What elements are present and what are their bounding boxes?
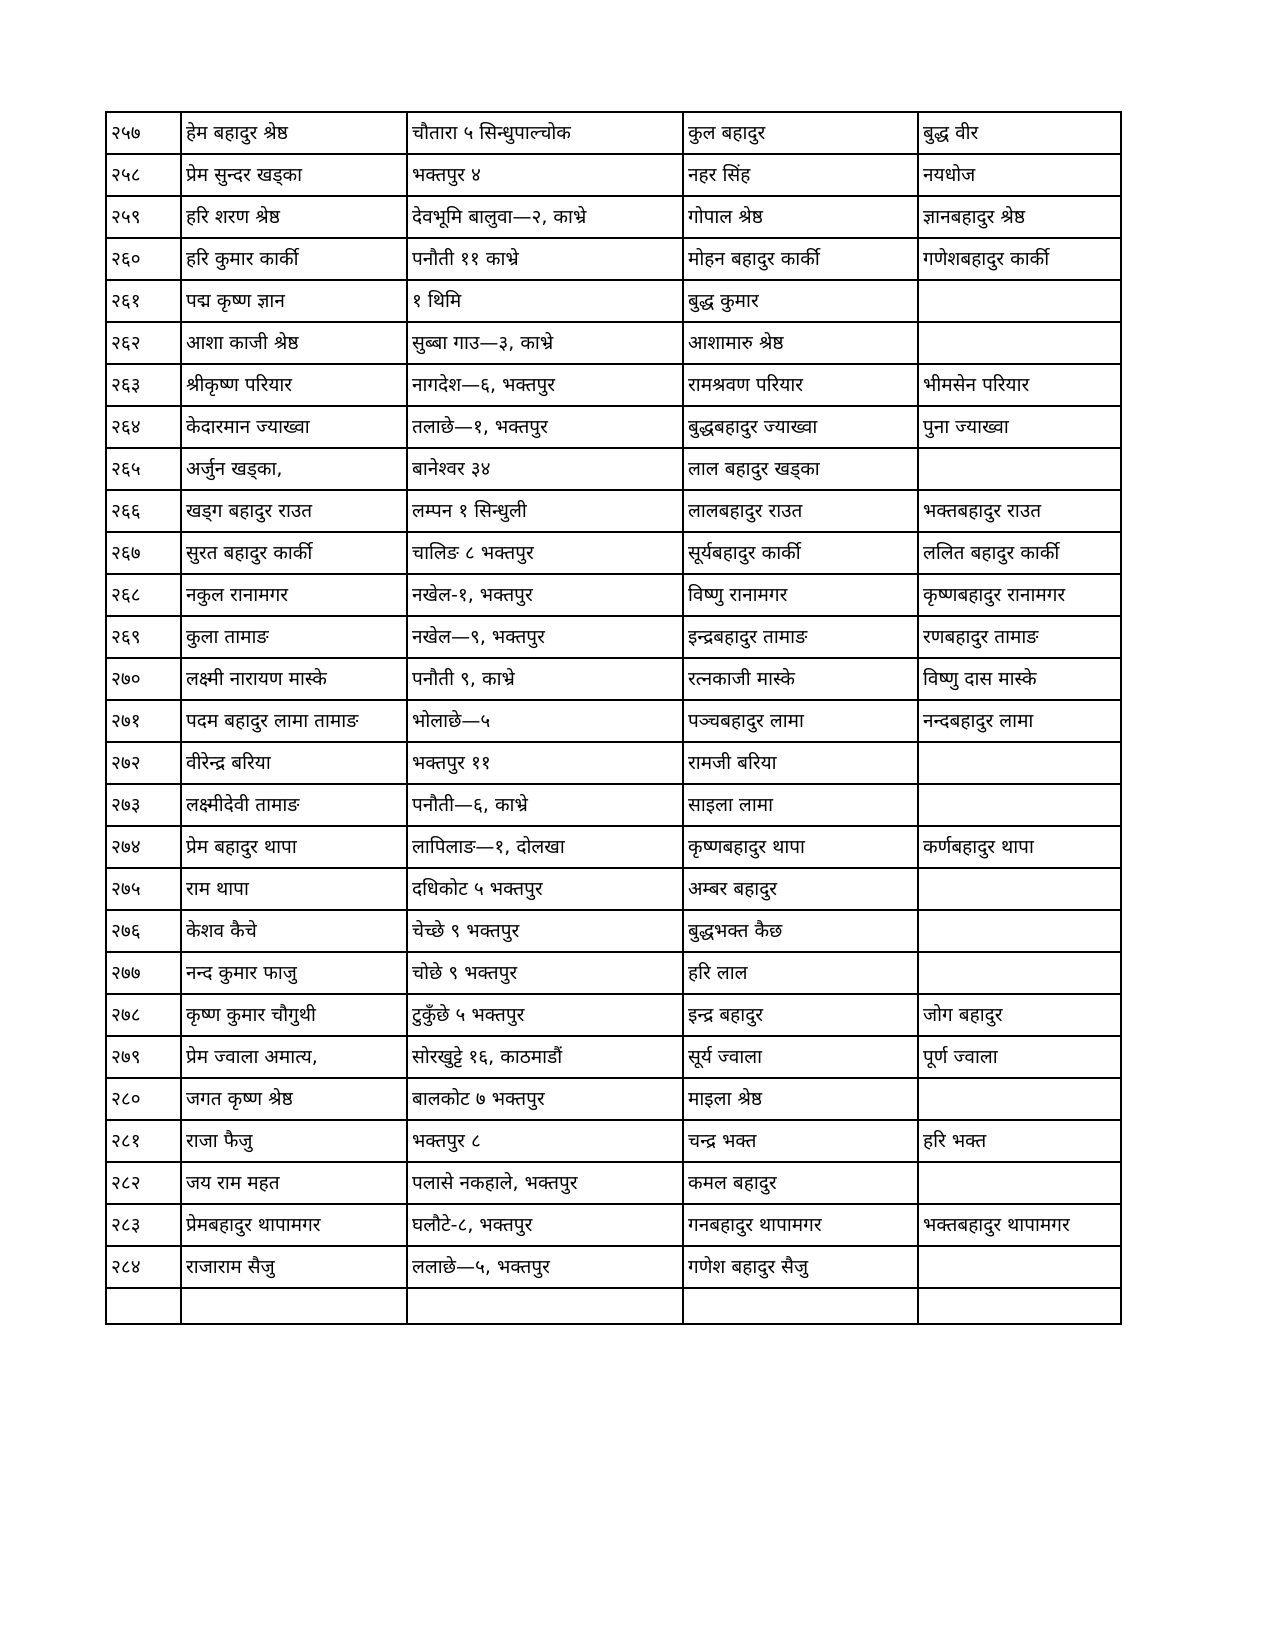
address-cell: नखेल—९, भक्तपुर	[407, 616, 683, 658]
table-row	[106, 1036, 1121, 1078]
father-name-cell: कुल बहादुर	[683, 112, 918, 154]
address-cell: पनौती ११ काभ्रे	[407, 238, 683, 280]
grandfather-name-cell	[918, 952, 1121, 994]
grandfather-name-cell	[918, 322, 1121, 364]
address-cell: घलौटे-८, भक्तपुर	[407, 1204, 683, 1246]
empty-cell	[181, 1288, 407, 1324]
grandfather-name-cell: बुद्ध वीर	[918, 112, 1121, 154]
serial-number-cell: २६९	[106, 616, 181, 658]
table-row	[106, 1204, 1121, 1246]
grandfather-name-cell: ललित बहादुर कार्की	[918, 532, 1121, 574]
serial-number-cell: २५७	[106, 112, 181, 154]
name-cell: नन्द कुमार फाजु	[181, 952, 407, 994]
table-row	[106, 700, 1121, 742]
serial-number-cell: २८१	[106, 1120, 181, 1162]
grandfather-name-cell: गणेशबहादुर कार्की	[918, 238, 1121, 280]
grandfather-name-cell: पूर्ण ज्वाला	[918, 1036, 1121, 1078]
name-cell: केशव कैचे	[181, 910, 407, 952]
address-cell: टुकुँछे ५ भक्तपुर	[407, 994, 683, 1036]
father-name-cell: कृष्णबहादुर थापा	[683, 826, 918, 868]
address-cell: १ थिमि	[407, 280, 683, 322]
serial-number-cell: २५९	[106, 196, 181, 238]
name-cell: प्रेम बहादुर थापा	[181, 826, 407, 868]
grandfather-name-cell: ज्ञानबहादुर श्रेष्ठ	[918, 196, 1121, 238]
serial-number-cell: २७२	[106, 742, 181, 784]
father-name-cell: इन्द्रबहादुर तामाङ	[683, 616, 918, 658]
table-row	[106, 154, 1121, 196]
father-name-cell: सूर्य ज्वाला	[683, 1036, 918, 1078]
address-cell: चेच्छे ९ भक्तपुर	[407, 910, 683, 952]
grandfather-name-cell	[918, 1162, 1121, 1204]
table-row	[106, 574, 1121, 616]
name-cell: श्रीकृष्ण परियार	[181, 364, 407, 406]
address-cell: लम्पन १ सिन्धुली	[407, 490, 683, 532]
father-name-cell: रामश्रवण परियार	[683, 364, 918, 406]
address-cell: तलाछे—१, भक्तपुर	[407, 406, 683, 448]
grandfather-name-cell: पुना ज्याख्वा	[918, 406, 1121, 448]
name-cell: हेम बहादुर श्रेष्ठ	[181, 112, 407, 154]
table-row	[106, 910, 1121, 952]
table-row	[106, 1120, 1121, 1162]
table-row	[106, 238, 1121, 280]
father-name-cell: कमल बहादुर	[683, 1162, 918, 1204]
father-name-cell: इन्द्र बहादुर	[683, 994, 918, 1036]
name-cell: जगत कृष्ण श्रेष्ठ	[181, 1078, 407, 1120]
table-row	[106, 322, 1121, 364]
grandfather-name-cell	[918, 910, 1121, 952]
father-name-cell: नहर सिंह	[683, 154, 918, 196]
father-name-cell: हरि लाल	[683, 952, 918, 994]
serial-number-cell: २६३	[106, 364, 181, 406]
father-name-cell: विष्णु रानामगर	[683, 574, 918, 616]
serial-number-cell: २७७	[106, 952, 181, 994]
table-row	[106, 826, 1121, 868]
serial-number-cell: २७४	[106, 826, 181, 868]
serial-number-cell: २८२	[106, 1162, 181, 1204]
grandfather-name-cell: कर्णबहादुर थापा	[918, 826, 1121, 868]
grandfather-name-cell: कृष्णबहादुर रानामगर	[918, 574, 1121, 616]
serial-number-cell: २७५	[106, 868, 181, 910]
grandfather-name-cell	[918, 1078, 1121, 1120]
table-row	[106, 490, 1121, 532]
serial-number-cell: २८३	[106, 1204, 181, 1246]
address-cell: चोछे ९ भक्तपुर	[407, 952, 683, 994]
name-cell: राजा फैजु	[181, 1120, 407, 1162]
serial-number-cell: २६६	[106, 490, 181, 532]
father-name-cell: रत्नकाजी मास्के	[683, 658, 918, 700]
empty-table-row	[106, 1288, 1121, 1324]
address-cell: सोरखुट्टे १६, काठमाडौं	[407, 1036, 683, 1078]
grandfather-name-cell	[918, 448, 1121, 490]
table-row	[106, 196, 1121, 238]
grandfather-name-cell: जोग बहादुर	[918, 994, 1121, 1036]
table-row	[106, 868, 1121, 910]
serial-number-cell: २७६	[106, 910, 181, 952]
grandfather-name-cell	[918, 868, 1121, 910]
address-cell: लापिलाङ—१, दोलखा	[407, 826, 683, 868]
father-name-cell: अम्बर बहादुर	[683, 868, 918, 910]
father-name-cell: साइला लामा	[683, 784, 918, 826]
grandfather-name-cell: नन्दबहादुर लामा	[918, 700, 1121, 742]
address-cell: दधिकोट ५ भक्तपुर	[407, 868, 683, 910]
grandfather-name-cell	[918, 280, 1121, 322]
father-name-cell: गणेश बहादुर सैजु	[683, 1246, 918, 1288]
serial-number-cell: २६७	[106, 532, 181, 574]
table-row	[106, 742, 1121, 784]
table-row	[106, 1246, 1121, 1288]
table-row	[106, 1078, 1121, 1120]
serial-number-cell: २६०	[106, 238, 181, 280]
name-cell: सुरत बहादुर कार्की	[181, 532, 407, 574]
empty-cell	[683, 1288, 918, 1324]
name-cell: अर्जुन खड्का,	[181, 448, 407, 490]
father-name-cell: चन्द्र भक्त	[683, 1120, 918, 1162]
name-cell: हरि कुमार कार्की	[181, 238, 407, 280]
empty-cell	[918, 1288, 1121, 1324]
serial-number-cell: २८४	[106, 1246, 181, 1288]
address-cell: नागदेश—६, भक्तपुर	[407, 364, 683, 406]
father-name-cell: सूर्यबहादुर कार्की	[683, 532, 918, 574]
serial-number-cell: २६१	[106, 280, 181, 322]
name-cell: प्रेम ज्वाला अमात्य,	[181, 1036, 407, 1078]
address-cell: पनौती—६, काभ्रे	[407, 784, 683, 826]
name-cell: हरि शरण श्रेष्ठ	[181, 196, 407, 238]
name-cell: राम थापा	[181, 868, 407, 910]
serial-number-cell: २६४	[106, 406, 181, 448]
grandfather-name-cell	[918, 784, 1121, 826]
address-cell: नखेल-१, भक्तपुर	[407, 574, 683, 616]
address-cell: बानेश्वर ३४	[407, 448, 683, 490]
table-row	[106, 280, 1121, 322]
address-cell: ललाछे—५, भक्तपुर	[407, 1246, 683, 1288]
table-row	[106, 952, 1121, 994]
grandfather-name-cell: विष्णु दास मास्के	[918, 658, 1121, 700]
table-row	[106, 112, 1121, 154]
name-cell: केदारमान ज्याख्वा	[181, 406, 407, 448]
address-cell: बालकोट ७ भक्तपुर	[407, 1078, 683, 1120]
name-cell: खड्ग बहादुर राउत	[181, 490, 407, 532]
grandfather-name-cell	[918, 1246, 1121, 1288]
table-row	[106, 1162, 1121, 1204]
name-cell: लक्ष्मीदेवी तामाङ	[181, 784, 407, 826]
serial-number-cell: २७८	[106, 994, 181, 1036]
table-row	[106, 994, 1121, 1036]
grandfather-name-cell: रणबहादुर तामाङ	[918, 616, 1121, 658]
father-name-cell: गोपाल श्रेष्ठ	[683, 196, 918, 238]
grandfather-name-cell	[918, 742, 1121, 784]
empty-cell	[106, 1288, 181, 1324]
address-cell: देवभूमि बालुवा—२, काभ्रे	[407, 196, 683, 238]
table-row	[106, 364, 1121, 406]
address-cell: पलासे नकहाले, भक्तपुर	[407, 1162, 683, 1204]
father-name-cell: लालबहादुर राउत	[683, 490, 918, 532]
record-table	[105, 111, 1122, 1325]
father-name-cell: बुद्धबहादुर ज्याख्वा	[683, 406, 918, 448]
serial-number-cell: २७०	[106, 658, 181, 700]
address-cell: भोलाछे—५	[407, 700, 683, 742]
serial-number-cell: २७१	[106, 700, 181, 742]
address-cell: चौतारा ५ सिन्धुपाल्चोक	[407, 112, 683, 154]
name-cell: कृष्ण कुमार चौगुथी	[181, 994, 407, 1036]
name-cell: पद्म कृष्ण ज्ञान	[181, 280, 407, 322]
address-cell: सुब्बा गाउ—३, काभ्रे	[407, 322, 683, 364]
father-name-cell: बुद्धभक्त कैछ	[683, 910, 918, 952]
serial-number-cell: २७३	[106, 784, 181, 826]
father-name-cell: आशामारु श्रेष्ठ	[683, 322, 918, 364]
table-row	[106, 658, 1121, 700]
father-name-cell: रामजी बरिया	[683, 742, 918, 784]
father-name-cell: पञ्चबहादुर लामा	[683, 700, 918, 742]
father-name-cell: मोहन बहादुर कार्की	[683, 238, 918, 280]
table-row	[106, 532, 1121, 574]
serial-number-cell: २५८	[106, 154, 181, 196]
record-table-body	[106, 112, 1121, 1324]
serial-number-cell: २६२	[106, 322, 181, 364]
serial-number-cell: २६५	[106, 448, 181, 490]
address-cell: भक्तपुर ४	[407, 154, 683, 196]
table-row	[106, 448, 1121, 490]
address-cell: पनौती ९, काभ्रे	[407, 658, 683, 700]
serial-number-cell: २७९	[106, 1036, 181, 1078]
grandfather-name-cell: भक्तबहादुर थापामगर	[918, 1204, 1121, 1246]
grandfather-name-cell: भक्तबहादुर राउत	[918, 490, 1121, 532]
name-cell: जय राम महत	[181, 1162, 407, 1204]
name-cell: पदम बहादुर लामा तामाङ	[181, 700, 407, 742]
name-cell: नकुल रानामगर	[181, 574, 407, 616]
name-cell: राजाराम सैजु	[181, 1246, 407, 1288]
address-cell: चालिङ ८ भक्तपुर	[407, 532, 683, 574]
serial-number-cell: २६८	[106, 574, 181, 616]
father-name-cell: बुद्ध कुमार	[683, 280, 918, 322]
name-cell: प्रेमबहादुर थापामगर	[181, 1204, 407, 1246]
name-cell: आशा काजी श्रेष्ठ	[181, 322, 407, 364]
name-cell: वीरेन्द्र बरिया	[181, 742, 407, 784]
address-cell: भक्तपुर ११	[407, 742, 683, 784]
table-row	[106, 406, 1121, 448]
grandfather-name-cell: भीमसेन परियार	[918, 364, 1121, 406]
father-name-cell: लाल बहादुर खड्का	[683, 448, 918, 490]
name-cell: लक्ष्मी नारायण मास्के	[181, 658, 407, 700]
empty-cell	[407, 1288, 683, 1324]
father-name-cell: माइला श्रेष्ठ	[683, 1078, 918, 1120]
father-name-cell: गनबहादुर थापामगर	[683, 1204, 918, 1246]
table-row	[106, 616, 1121, 658]
name-cell: प्रेम सुन्दर खड्का	[181, 154, 407, 196]
name-cell: कुला तामाङ	[181, 616, 407, 658]
table-row	[106, 784, 1121, 826]
address-cell: भक्तपुर ८	[407, 1120, 683, 1162]
serial-number-cell: २८०	[106, 1078, 181, 1120]
grandfather-name-cell: नयधोज	[918, 154, 1121, 196]
grandfather-name-cell: हरि भक्त	[918, 1120, 1121, 1162]
